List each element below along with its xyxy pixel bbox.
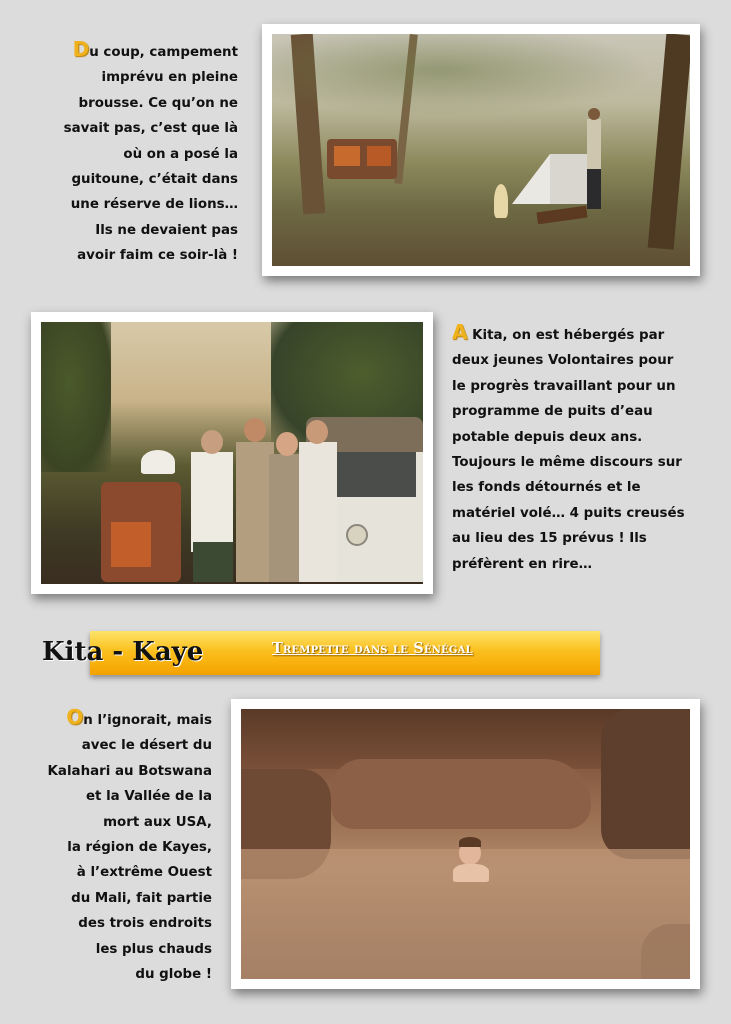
- line: les plus chauds: [95, 941, 212, 957]
- dropcap-o: O: [66, 705, 84, 729]
- photo-swimming: [231, 699, 700, 989]
- line: une réserve de lions…: [70, 197, 238, 213]
- line: n l’ignorait, mais: [83, 713, 212, 728]
- photo-group: [31, 312, 433, 594]
- line: mort aux USA,: [103, 814, 212, 830]
- line: deux jeunes Volontaires pour: [452, 353, 674, 369]
- group-image: [41, 322, 423, 584]
- line: imprévu en pleine: [101, 70, 238, 86]
- line: Kalahari au Botswana: [47, 763, 212, 779]
- section-title: Kita - Kaye: [42, 637, 204, 667]
- line: des trois endroits: [78, 916, 212, 932]
- line: au lieu des 15 prévus ! Ils: [452, 531, 647, 547]
- line: où on a posé la: [123, 146, 238, 162]
- line: du Mali, fait partie: [71, 890, 212, 906]
- line: avoir faim ce soir-là !: [77, 248, 238, 264]
- banner-title: Trempette dans le Sénégal: [272, 640, 473, 657]
- line: préfèrent en rire…: [452, 556, 593, 572]
- photo-campsite: [262, 24, 700, 276]
- line: u coup, campement: [89, 45, 238, 60]
- paragraph-campement: [30, 37, 238, 269]
- line: Toujours le même discours sur: [452, 455, 682, 471]
- line: Kita, on est hébergés par: [467, 328, 665, 343]
- line: Ils ne devaient pas: [95, 222, 238, 238]
- line: savait pas, c’est que là: [63, 121, 238, 137]
- line: la région de Kayes,: [67, 840, 212, 856]
- line: potable depuis deux ans.: [452, 429, 643, 445]
- line: avec le désert du: [81, 738, 212, 754]
- line: programme de puits d’eau: [452, 404, 653, 420]
- line: brousse. Ce qu’on ne: [78, 95, 238, 111]
- dropcap-a: A: [452, 320, 468, 344]
- paragraph-kita: [452, 320, 722, 577]
- line: guitoune, c’était dans: [71, 172, 238, 188]
- line: à l’extrême Ouest: [76, 865, 212, 881]
- line: du globe !: [135, 967, 212, 983]
- line: matériel volé… 4 puits creusés: [452, 505, 685, 521]
- swimming-image: [241, 709, 690, 979]
- campsite-image: [272, 34, 690, 266]
- dropcap-d: D: [72, 37, 90, 61]
- line: les fonds détournés et le: [452, 480, 641, 496]
- line: et la Vallée de la: [85, 789, 212, 805]
- paragraph-kayes: [20, 705, 212, 987]
- line: le progrès travaillant pour un: [452, 378, 676, 394]
